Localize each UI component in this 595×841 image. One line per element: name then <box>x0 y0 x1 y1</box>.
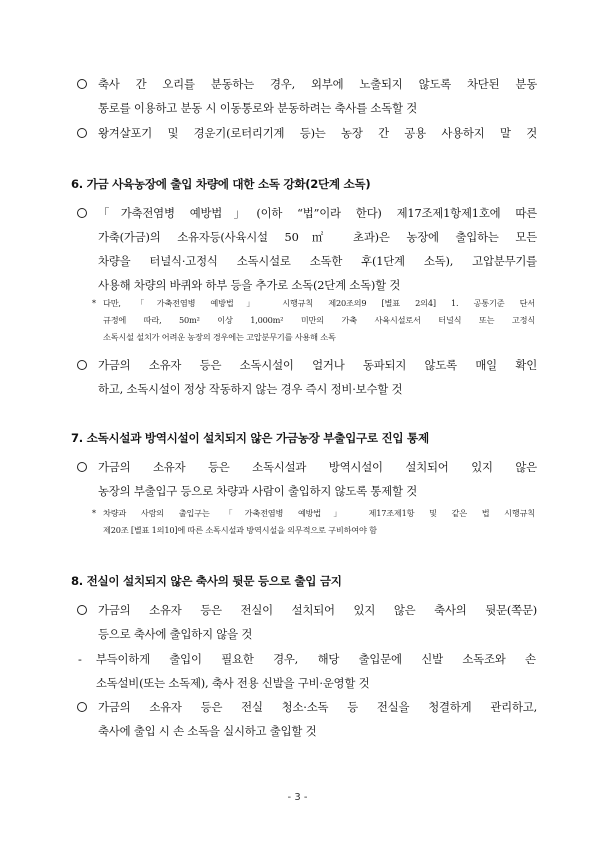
text-line: 축사에 출입 시 손 소독을 실시하고 출입할 것 <box>98 724 317 738</box>
bullet-item <box>77 72 537 120</box>
text-line: 가금의 소유자 등은 전실 청소·소독 등 전실을 청결하게 관리하고, <box>98 700 537 714</box>
note-text <box>103 505 535 539</box>
circle-bullet-icon <box>77 605 87 615</box>
text-line: 「가축전염병 예방법」(이하 “법”이라 한다) 제17조제1항제1호에 따른 <box>98 206 537 220</box>
bullet-item <box>77 121 537 145</box>
circle-bullet-icon <box>77 208 87 218</box>
bullet-item <box>77 695 537 743</box>
text-line: 가금의 소유자 등은 소독시설이 얼거나 동파되지 않도록 매일 확인 <box>98 358 537 372</box>
text-line: 통로를 이용하고 분동 시 이동통로와 분동하려는 축사를 소독할 것 <box>98 101 418 115</box>
text-line: 축사 간 오리를 분동하는 경우, 외부에 노출되지 않도록 차단된 분동 <box>98 77 537 91</box>
bullet-text <box>98 201 537 297</box>
text-line: 차량을 터널식·고정식 소독시설로 소독한 후(1단계 소독), 고압분무기를 <box>98 254 537 268</box>
note-item <box>92 505 537 539</box>
asterisk-marker: * <box>92 509 96 518</box>
page-number: - 3 - <box>287 792 308 803</box>
bullet-text <box>98 455 537 503</box>
asterisk-marker: * <box>92 299 96 308</box>
circle-bullet-icon <box>77 128 87 138</box>
circle-bullet-icon <box>77 702 87 712</box>
bullet-text <box>98 598 537 646</box>
text-line: 하고, 소독시설이 정상 작동하지 않는 경우 즉시 정비·보수할 것 <box>98 382 403 396</box>
text-line: 가금의 소유자 등은 전실이 설치되어 있지 않은 축사의 뒷문(쪽문) <box>98 603 537 617</box>
text-line: 사용해 차량의 바퀴와 하부 등을 추가로 소독(2단계 소독)할 것 <box>98 278 401 292</box>
section-heading-7: 7. 소독시설과 방역시설이 설치되지 않은 가금농장 부출입구로 진입 통제 <box>71 431 429 445</box>
circle-bullet-icon <box>77 79 87 89</box>
text-line: 부득이하게 출입이 필요한 경우, 해당 출입문에 신발 소독조와 손 <box>95 652 536 666</box>
section-heading-8: 8. 전실이 설치되지 않은 축사의 뒷문 등으로 출입 금지 <box>71 574 342 588</box>
text-line: 소독설비(또는 소독제), 축사 전용 신발을 구비·운영할 것 <box>95 676 370 690</box>
dash-text <box>96 647 536 695</box>
bullet-item <box>77 353 537 401</box>
bullet-item <box>77 455 537 503</box>
note-line: 제20조 [별표 1의10]에 따른 소독시설과 방역시설을 의무적으로 구비하여야 함 <box>103 525 377 535</box>
note-line: 소독시설 설치가 어려운 농장의 경우에는 고압분무기를 사용해 소독 <box>103 332 336 342</box>
note-text <box>103 295 535 346</box>
dash-item <box>78 647 537 695</box>
note-line: 차량과 사람의 출입구는 「가축전염병 예방법」 제17조제1항 및 같은 법 시행규칙 <box>103 508 535 518</box>
note-item <box>92 295 537 346</box>
text-line: 가축(가금)의 소유자등(사육시설 50㎡ 초과)은 농장에 출입하는 모든 <box>98 230 537 244</box>
dash-marker: - <box>78 652 82 666</box>
bullet-text <box>98 121 537 145</box>
bullet-item <box>77 598 537 646</box>
section-heading-6: 6. 가금 사육농장에 출입 차량에 대한 소독 강화(2단계 소독) <box>71 177 371 191</box>
bullet-item <box>77 201 537 297</box>
text-line: 왕겨살포기 및 경운기(로터리기계 등)는 농장 간 공용 사용하지 말 것 <box>98 126 537 140</box>
text-line: 가금의 소유자 등은 소독시설과 방역시설이 설치되어 있지 않은 <box>98 460 537 474</box>
note-line: 다만, 「가축전염병 예방법」 시행규칙 제20조의9 [별표 2의4] 1. 공통기준 단서 <box>103 298 535 308</box>
circle-bullet-icon <box>77 360 87 370</box>
bullet-text <box>98 72 537 120</box>
note-line: 규정에 따라, 50m² 이상 1,000m² 미만의 가축 사육시설로서 터널식 또는 고정식 <box>103 315 535 325</box>
circle-bullet-icon <box>77 462 87 472</box>
bullet-text <box>98 353 537 401</box>
bullet-text <box>98 695 537 743</box>
text-line: 등으로 축사에 출입하지 않을 것 <box>98 627 253 641</box>
text-line: 농장의 부출입구 등으로 차량과 사람이 출입하지 않도록 통제할 것 <box>98 484 418 498</box>
